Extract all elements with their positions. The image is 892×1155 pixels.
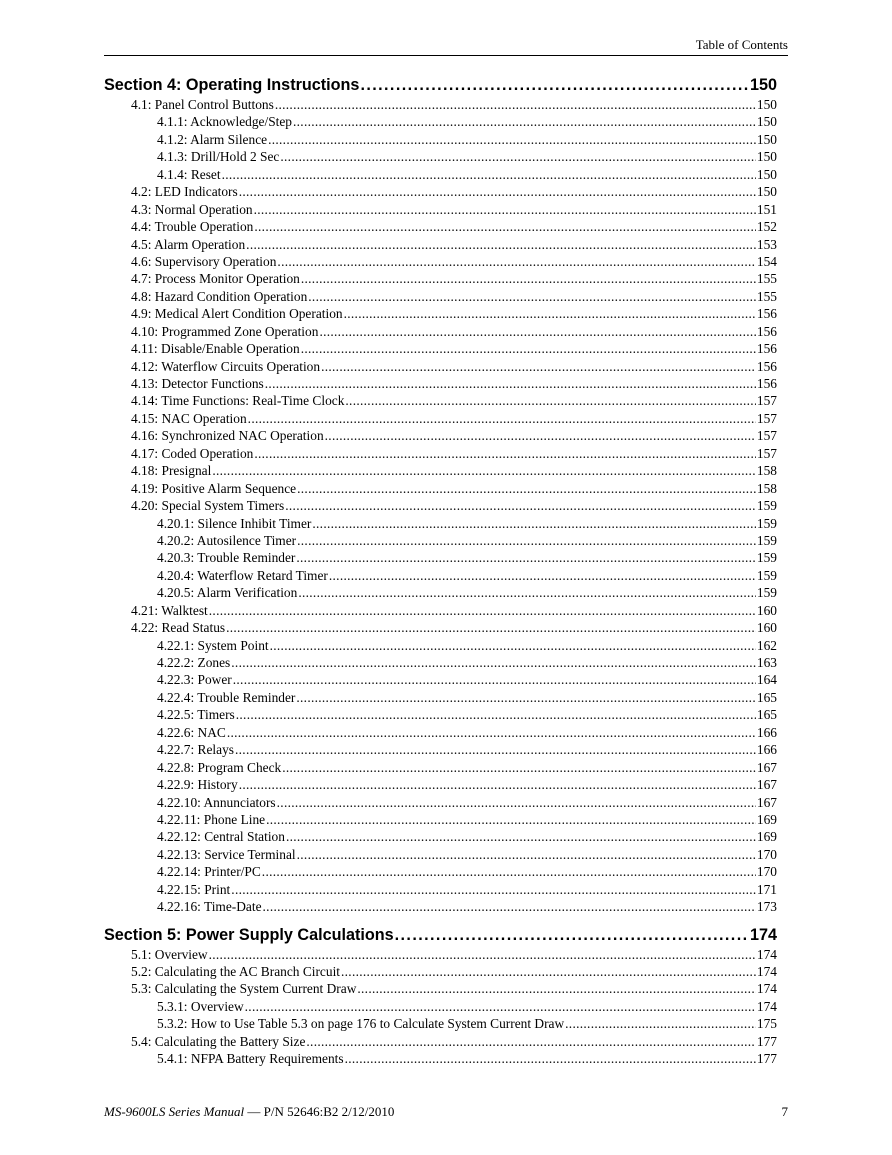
dot-leader: [301, 340, 756, 357]
toc-entry[interactable]: [104, 166, 777, 183]
dot-leader: [282, 759, 756, 776]
toc-entry-page: 167: [756, 759, 777, 775]
toc-entry-title: 4.6: Supervisory Operation: [131, 253, 277, 269]
toc-entry[interactable]: [104, 183, 777, 200]
footer-separator: —: [244, 1104, 264, 1119]
toc-entry[interactable]: [104, 270, 777, 287]
dot-leader: [235, 741, 756, 758]
dot-leader: [226, 619, 756, 636]
toc-entry[interactable]: [104, 201, 777, 218]
toc-entry-page: 150: [756, 97, 777, 112]
toc-entry-page: 162: [756, 637, 777, 653]
toc-entry[interactable]: [104, 113, 777, 130]
toc-entry[interactable]: [104, 584, 777, 601]
toc-entry-title: 4.8: Hazard Condition Operation: [131, 288, 308, 304]
toc-entry[interactable]: [104, 358, 777, 375]
dot-leader: [233, 671, 756, 688]
dot-leader: [245, 998, 756, 1015]
toc-entry-title: 4.22.3: Power: [157, 672, 232, 688]
toc-entry-title: 4.7: Process Monitor Operation: [131, 271, 300, 287]
toc-entry-title: 4.4: Trouble Operation: [131, 219, 254, 235]
toc-entry-page: 150: [749, 76, 777, 94]
dot-leader: [329, 567, 756, 584]
toc-entry-page: 150: [756, 184, 777, 200]
toc-entry-title: 4.18: Presignal: [131, 463, 212, 479]
toc-entry[interactable]: [104, 96, 777, 113]
toc-entry-title: 5.1: Overview: [131, 946, 208, 962]
toc-entry-title: 4.1.3: Drill/Hold 2 Sec: [157, 149, 280, 165]
toc-entry-page: 156: [756, 323, 777, 339]
toc-entry[interactable]: [104, 236, 777, 253]
toc-entry[interactable]: [104, 776, 777, 793]
toc-entry[interactable]: [104, 654, 777, 671]
footer-manual-info: [104, 1104, 394, 1120]
toc-entry-page: 177: [756, 1033, 777, 1049]
dot-leader: [265, 375, 756, 392]
toc-entry-page: 150: [756, 131, 777, 147]
toc-entry[interactable]: [104, 689, 777, 706]
dot-leader: [296, 689, 756, 706]
toc-entry[interactable]: [104, 480, 777, 497]
toc-entry[interactable]: [104, 532, 777, 549]
dot-leader: [296, 549, 756, 566]
toc-entry[interactable]: [104, 1050, 777, 1067]
dot-leader: [270, 637, 756, 654]
toc-entry[interactable]: [104, 497, 777, 514]
dot-leader: [239, 183, 756, 200]
toc-entry-page: 158: [756, 463, 777, 479]
toc-entry-page: 156: [756, 358, 777, 374]
toc-entry[interactable]: [104, 1015, 777, 1032]
dot-leader: [319, 323, 755, 340]
dot-leader: [344, 305, 756, 322]
toc-entry-title: 4.22.5: Timers: [157, 707, 235, 723]
toc-section-heading[interactable]: [104, 74, 777, 96]
toc-entry-title: 4.22: Read Status: [131, 620, 226, 636]
toc-entry[interactable]: [104, 392, 777, 409]
toc-entry-page: 174: [756, 946, 777, 962]
dot-leader: [209, 946, 756, 963]
toc-entry-title: 4.22.13: Service Terminal: [157, 846, 296, 862]
toc-entry[interactable]: [104, 323, 777, 340]
toc-entry[interactable]: [104, 515, 777, 532]
toc-entry[interactable]: [104, 148, 777, 165]
dot-leader: [395, 924, 749, 946]
toc-entry[interactable]: [104, 462, 777, 479]
toc-entry[interactable]: [104, 794, 777, 811]
toc-entry[interactable]: [104, 637, 777, 654]
toc-entry-title: 4.3: Normal Operation: [131, 201, 253, 217]
toc-entry-title: 4.20.3: Trouble Reminder: [157, 550, 296, 566]
dot-leader: [357, 980, 756, 997]
toc-entry-page: 169: [756, 811, 777, 827]
toc-entry[interactable]: [104, 724, 777, 741]
toc-entry-title: 4.22.8: Program Check: [157, 759, 282, 775]
toc-entry-page: 167: [756, 777, 777, 793]
dot-leader: [248, 410, 756, 427]
header-rule: [104, 55, 788, 56]
dot-leader: [297, 480, 756, 497]
dot-leader: [236, 706, 756, 723]
toc-entry-page: 157: [756, 393, 777, 409]
toc-entry-page: 150: [756, 114, 777, 130]
toc-entry-page: 154: [756, 253, 777, 269]
toc-entry-title: 4.1: Panel Control Buttons: [131, 97, 274, 112]
dot-leader: [297, 846, 756, 863]
toc-entry[interactable]: [104, 427, 777, 444]
toc-entry-page: 160: [756, 602, 777, 618]
toc-entry-title: 4.16: Synchronized NAC Operation: [131, 428, 324, 444]
dot-leader: [341, 963, 756, 980]
toc-entry[interactable]: [104, 619, 777, 636]
toc-entry-title: 4.22.16: Time-Date: [157, 899, 262, 915]
dot-leader: [286, 828, 756, 845]
toc-entry-page: 159: [756, 550, 777, 566]
toc-entry-page: 174: [756, 998, 777, 1014]
toc-entry-title: 4.15: NAC Operation: [131, 410, 247, 426]
toc-entry[interactable]: [104, 946, 777, 963]
toc-entry[interactable]: [104, 602, 777, 619]
toc-entry-title: 4.17: Coded Operation: [131, 445, 254, 461]
toc-entry-page: 174: [756, 964, 777, 979]
toc-entry-title: Section 4: Operating Instructions: [104, 76, 360, 94]
toc-entry[interactable]: [104, 998, 777, 1015]
footer-manual-title: MS-9600LS Series Manual: [104, 1104, 245, 1119]
dot-leader: [298, 584, 756, 601]
toc-entry-page: 157: [756, 445, 777, 461]
dot-leader: [345, 1050, 756, 1067]
toc-entry-page: 151: [756, 201, 777, 217]
toc-entry-title: 4.14: Time Functions: Real-Time Clock: [131, 393, 345, 409]
dot-leader: [297, 532, 756, 549]
dot-leader: [227, 724, 756, 741]
toc-entry[interactable]: [104, 305, 777, 322]
toc-entry-title: 4.22.15: Print: [157, 881, 231, 897]
toc-entry-title: 4.22.12: Central Station: [157, 829, 285, 845]
dot-leader: [239, 776, 756, 793]
toc-entry-page: 157: [756, 410, 777, 426]
toc-entry[interactable]: [104, 1033, 777, 1050]
toc-entry-title: Section 5: Power Supply Calculations: [104, 925, 394, 944]
toc-entry-title: 5.3.2: How to Use Table 5.3 on page 176 to Calculate System Current Draw: [157, 1016, 565, 1032]
toc-entry-page: 159: [756, 532, 777, 548]
toc-entry-title: 4.20: Special System Timers: [131, 498, 285, 514]
toc-entry-page: 174: [756, 981, 777, 997]
toc-entry[interactable]: [104, 881, 777, 898]
toc-entry-page: 150: [756, 166, 777, 182]
toc-entry-page: 164: [756, 672, 777, 688]
footer-page-number: 7: [781, 1104, 788, 1119]
toc-entry[interactable]: [104, 759, 777, 776]
toc-entry-title: 4.1.1: Acknowledge/Step: [157, 114, 293, 130]
toc-entry[interactable]: [104, 567, 777, 584]
dot-leader: [325, 427, 756, 444]
dot-leader: [254, 445, 756, 462]
table-of-contents: [104, 74, 777, 1068]
toc-entry-title: 4.22.14: Printer/PC: [157, 864, 261, 880]
toc-entry-title: 4.1.4: Reset: [157, 166, 221, 182]
toc-entry-page: 159: [756, 585, 777, 601]
toc-entry[interactable]: [104, 375, 777, 392]
toc-entry-title: 5.4.1: NFPA Battery Requirements: [157, 1051, 344, 1067]
dot-leader: [222, 166, 756, 183]
dot-leader: [321, 358, 756, 375]
toc-entry-page: 160: [756, 620, 777, 636]
dot-leader: [308, 288, 756, 305]
dot-leader: [360, 74, 749, 96]
toc-section-heading[interactable]: [104, 924, 777, 946]
toc-entry-title: 4.10: Programmed Zone Operation: [131, 323, 319, 339]
dot-leader: [262, 863, 756, 880]
dot-leader: [275, 96, 756, 113]
toc-entry-page: 156: [756, 341, 777, 357]
toc-entry-page: 159: [756, 567, 777, 583]
toc-entry-title: 4.20.1: Silence Inhibit Timer: [157, 515, 312, 531]
dot-leader: [263, 898, 756, 915]
toc-entry[interactable]: [104, 980, 777, 997]
toc-entry[interactable]: [104, 549, 777, 566]
toc-entry[interactable]: [104, 898, 777, 915]
toc-entry-title: 4.22.1: System Point: [157, 637, 269, 653]
toc-entry-page: 170: [756, 864, 777, 880]
dot-leader: [254, 201, 756, 218]
dot-leader: [565, 1015, 756, 1032]
toc-entry[interactable]: [104, 218, 777, 235]
dot-leader: [301, 270, 756, 287]
dot-leader: [266, 811, 756, 828]
toc-entry-page: 170: [756, 846, 777, 862]
toc-entry-page: 159: [756, 515, 777, 531]
toc-entry-page: 150: [756, 149, 777, 165]
toc-entry-page: 165: [756, 689, 777, 705]
toc-entry-page: 166: [756, 742, 777, 758]
toc-entry-page: 157: [756, 428, 777, 444]
toc-entry[interactable]: [104, 445, 777, 462]
toc-entry-page: 158: [756, 480, 777, 496]
dot-leader: [345, 392, 756, 409]
toc-entry[interactable]: [104, 811, 777, 828]
toc-entry-title: 4.20.2: Autosilence Timer: [157, 532, 297, 548]
dot-leader: [306, 1033, 756, 1050]
toc-entry-title: 5.3: Calculating the System Current Draw: [131, 981, 357, 997]
toc-entry[interactable]: [104, 828, 777, 845]
toc-entry-page: 153: [756, 236, 777, 252]
dot-leader: [280, 148, 756, 165]
toc-entry[interactable]: [104, 846, 777, 863]
toc-entry[interactable]: [104, 741, 777, 758]
toc-entry[interactable]: [104, 340, 777, 357]
toc-entry-title: 4.22.4: Trouble Reminder: [157, 689, 296, 705]
dot-leader: [293, 113, 756, 130]
dot-leader: [285, 497, 756, 514]
toc-entry-title: 4.22.9: History: [157, 777, 238, 793]
toc-entry-page: 169: [756, 829, 777, 845]
toc-entry-page: 173: [756, 899, 777, 915]
toc-entry-page: 174: [749, 925, 777, 944]
toc-entry[interactable]: [104, 131, 777, 148]
toc-entry-title: 4.5: Alarm Operation: [131, 236, 246, 252]
dot-leader: [277, 253, 755, 270]
toc-entry-page: 167: [756, 794, 777, 810]
toc-entry-title: 4.22.2: Zones: [157, 655, 231, 670]
dot-leader: [254, 218, 756, 235]
toc-entry-title: 5.3.1: Overview: [157, 998, 244, 1014]
dot-leader: [209, 602, 756, 619]
dot-leader: [231, 881, 756, 898]
toc-entry-title: 4.22.6: NAC: [157, 724, 226, 740]
toc-entry-page: 159: [756, 498, 777, 514]
toc-entry-page: 165: [756, 707, 777, 723]
toc-entry-page: 156: [756, 306, 777, 322]
toc-entry-title: 4.2: LED Indicators: [131, 184, 238, 200]
toc-entry-page: 175: [756, 1016, 777, 1032]
toc-entry-page: 155: [756, 271, 777, 287]
toc-entry-page: 156: [756, 376, 777, 391]
toc-entry-page: 163: [756, 655, 777, 670]
toc-entry-title: 4.22.7: Relays: [157, 742, 234, 758]
toc-entry-title: 4.1.2: Alarm Silence: [157, 131, 268, 147]
toc-entry-title: 4.20.5: Alarm Verification: [157, 585, 298, 601]
toc-entry-title: 4.11: Disable/Enable Operation: [131, 341, 300, 357]
toc-entry-page: 177: [756, 1051, 777, 1067]
toc-entry-title: 4.22.10: Annunciators: [157, 794, 276, 810]
dot-leader: [312, 515, 756, 532]
toc-entry-title: 4.9: Medical Alert Condition Operation: [131, 306, 343, 322]
dot-leader: [231, 654, 756, 671]
toc-entry[interactable]: [104, 253, 777, 270]
toc-entry[interactable]: [104, 410, 777, 427]
toc-entry-title: 5.4: Calculating the Battery Size: [131, 1033, 306, 1049]
toc-entry-title: 4.20.4: Waterflow Retard Timer: [157, 567, 328, 583]
toc-entry-title: 5.2: Calculating the AC Branch Circuit: [131, 964, 341, 979]
toc-entry-page: 152: [756, 219, 777, 235]
footer-part-number: P/N 52646:B2 2/12/2010: [263, 1104, 395, 1119]
toc-entry-title: 4.19: Positive Alarm Sequence: [131, 480, 297, 496]
toc-entry-title: 4.13: Detector Functions: [131, 376, 264, 391]
toc-entry[interactable]: [104, 963, 777, 980]
running-header-title: Table of Contents: [695, 37, 788, 52]
dot-leader: [246, 236, 756, 253]
toc-entry[interactable]: [104, 288, 777, 305]
dot-leader: [277, 794, 756, 811]
toc-entry[interactable]: [104, 706, 777, 723]
dot-leader: [268, 131, 756, 148]
toc-entry-page: 171: [756, 881, 777, 897]
dot-leader: [212, 462, 756, 479]
toc-entry-title: 4.12: Waterflow Circuits Operation: [131, 358, 321, 374]
toc-entry[interactable]: [104, 863, 777, 880]
toc-entry[interactable]: [104, 671, 777, 688]
toc-entry-page: 166: [756, 724, 777, 740]
toc-entry-page: 155: [756, 288, 777, 304]
toc-entry-title: 4.22.11: Phone Line: [157, 811, 266, 827]
toc-entry-title: 4.21: Walktest: [131, 602, 208, 618]
